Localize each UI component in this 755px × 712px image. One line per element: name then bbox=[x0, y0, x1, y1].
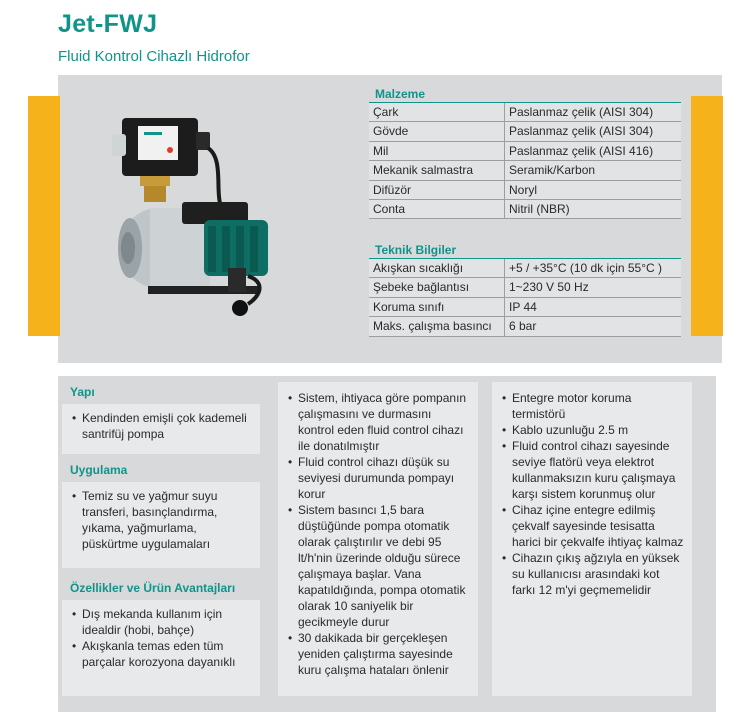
list-item: • Fluid control cihazı sayesinde seviye flatörü veya elektrot kullanmaksızın kuru çalışmaya karşı sistem korunmuş olur bbox=[500, 438, 684, 502]
list-item: • Temiz su ve yağmur suyu transferi, basınçlandırma, yıkama, yağmurlama, püskürtme uygulamaları bbox=[70, 488, 254, 552]
list-item: • Akışkanla temas eden tüm parçalar korozyona dayanıklı bbox=[70, 638, 254, 670]
list-item: • Sistem, ihtiyaca göre pompanın çalışmasını ve durmasını kontrol eden fluid control cihazı ile donatılmıştır bbox=[286, 390, 470, 454]
table-row: Mekanik salmastra Seramik/Karbon bbox=[369, 161, 681, 180]
list-item: • Dış mekanda kullanım için idealdir (hobi, bahçe) bbox=[70, 606, 254, 638]
table-row: Gövde Paslanmaz çelik (AISI 304) bbox=[369, 122, 681, 141]
list-item: • Entegre motor koruma termistörü bbox=[500, 390, 684, 422]
table-row: Akışkan sıcaklığı +5 / +35°C (10 dk için 55°C ) bbox=[369, 259, 681, 278]
table-row: Conta Nitril (NBR) bbox=[369, 200, 681, 219]
pump-product-image bbox=[108, 108, 278, 318]
technical-table bbox=[369, 241, 681, 337]
table-row: Maks. çalışma basıncı 6 bar bbox=[369, 317, 681, 336]
table-row: Çark Paslanmaz çelik (AISI 304) bbox=[369, 103, 681, 122]
ozellikler-box bbox=[62, 600, 260, 696]
table-row: Şebeke bağlantısı 1~230 V 50 Hz bbox=[369, 278, 681, 297]
uygulama-heading: Uygulama bbox=[62, 460, 260, 480]
material-heading: Malzeme bbox=[369, 85, 681, 103]
list-item: • 30 dakikada bir gerçekleşen yeniden çalıştırma sayesinde kuru çalışma hataları önlenir bbox=[286, 630, 470, 678]
accent-bar-left bbox=[28, 96, 60, 336]
table-row: Mil Paslanmaz çelik (AISI 416) bbox=[369, 142, 681, 161]
list-item: • Cihaz içine entegre edilmiş çekvalf sayesinde tesisatta harici bir çekvalfe ihtiyaç kalmaz bbox=[500, 502, 684, 550]
yapi-heading: Yapı bbox=[62, 382, 260, 402]
technical-heading: Teknik Bilgiler bbox=[369, 241, 681, 259]
list-item: • Kablo uzunluğu 2.5 m bbox=[500, 422, 684, 438]
table-row: Koruma sınıfı IP 44 bbox=[369, 298, 681, 317]
ozellikler-heading: Özellikler ve Ürün Avantajları bbox=[62, 578, 260, 598]
page-title: Jet-FWJ bbox=[58, 10, 158, 38]
material-table bbox=[369, 85, 681, 219]
uygulama-box bbox=[62, 482, 260, 568]
accent-bar-right bbox=[691, 96, 723, 336]
list-item: • Sistem basıncı 1,5 bara düştüğünde pompa otomatik olarak çalıştırılır ve debi 95 lt/h'nin üzerinde olduğu sürece çalışmaya başlar. Vana kapatıldığında, pompa otomatik olarak 10 saniyelik bir gecikmeyle durur bbox=[286, 502, 470, 630]
list-item: • Fluid control cihazı düşük su seviyesi durumunda pompayı korur bbox=[286, 454, 470, 502]
yapi-box bbox=[62, 404, 260, 454]
page-subtitle: Fluid Kontrol Cihazlı Hidrofor bbox=[58, 48, 250, 65]
features-column-2 bbox=[278, 382, 478, 696]
list-item: • Kendinden emişli çok kademeli santrifüj pompa bbox=[70, 410, 254, 442]
features-column-3 bbox=[492, 382, 692, 696]
list-item: • Cihazın çıkış ağzıyla en yüksek su kullanıcısı arasındaki kot farkı 12 m'yi geçmemelidir bbox=[500, 550, 684, 598]
table-row: Difüzör Noryl bbox=[369, 181, 681, 200]
